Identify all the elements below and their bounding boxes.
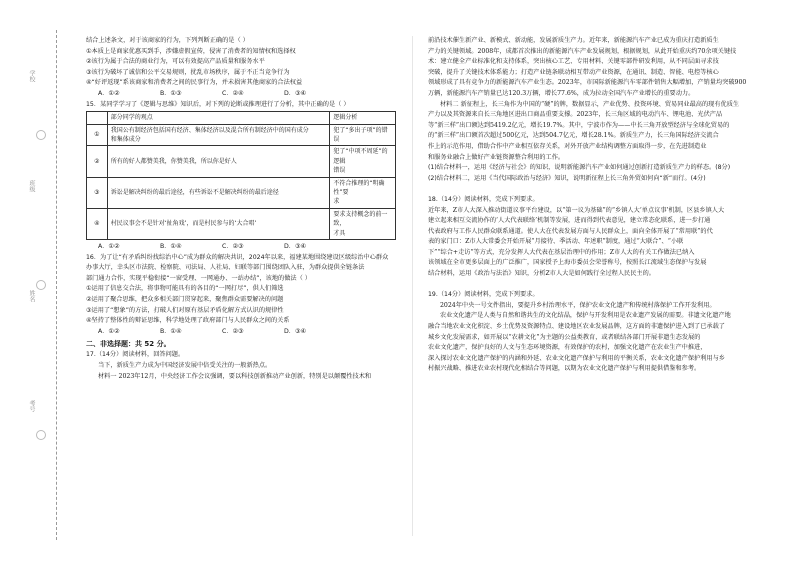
spacer [428, 184, 750, 195]
row-analysis-line: 要求支持概念的前一致， [333, 210, 388, 228]
q19-material: 村振兴战略、推进农业农村现代化相结合等问题，以期为农业文化遗产保护与利用提供借鉴和参考。 [428, 365, 701, 373]
q17-material: 领域形成了具有竞争力的新能源汽车产业生态。2023年，市国际新能源汽车零部件销售大幅增加，产销量均突破900 [428, 79, 747, 87]
binding-label-school: 学校 [28, 70, 35, 82]
q19-material: 农业文化遗产，保护良好的人文与生态环境资源，有效保护的农村，加强文化遗产在农业生产中推进， [428, 344, 707, 352]
row-analysis-line: 不符合推理的“明确性”要 [333, 179, 385, 196]
q16-options [86, 327, 396, 338]
right-column [428, 36, 750, 375]
q17-material: 的“新三样”出口额首次超过500亿元，达到504.7亿元，增长28.1%。新质生产力，长三角国际经济交流合 [428, 132, 719, 140]
table-row [87, 177, 396, 208]
row-analysis-line: 错误 [333, 167, 346, 175]
q17-head: 17.（14分）阅读材料，回答问题。 [86, 351, 185, 359]
row-number: ① [87, 124, 108, 146]
table-header-cell [87, 112, 108, 124]
q19-material: 农业文化遗产是人类与自然和谐共生的文化结晶，保护与开发利用是农业遗产发展的需要。非遗文化遗产地 [440, 312, 731, 320]
q17-material: 作上的示范作用，借助合作中产业相互依存关系，对外开放产业结构调整方面取得一步，在先进制造业 [428, 142, 707, 150]
q16-choice: ①运用了信息交合法，将事物可能具有的各目的“一网打尽”，供人们筛选 [86, 285, 284, 293]
q14-option-d[interactable]: D．③④ [284, 89, 307, 97]
q14-choice: ③该行为破坏了诚信和公平交易规则，扰乱市场秩序，属于不正当竞争行为 [86, 68, 290, 76]
q17-material: 突破，提升了关键技术体系能力；打造产业链条联动相互带动产业资源，在通讯、制造、智能、电控等核心 [428, 68, 719, 76]
row-view [107, 124, 330, 146]
q16-stem: 部门通力合作，实现平稳衔接“一窗受理、一网通办、一站办结”，该地的做法（ ） [86, 274, 311, 282]
row-view-line: 我国公有制经济包括国有经济、集体经济以及混合所有制经济中的国有成分 [110, 126, 309, 134]
row-view [107, 208, 330, 239]
q15-option-c[interactable]: C．②③ [222, 243, 244, 251]
q18-material: 下”“综合+走访”等方式，充分发挥人大代表在基层治理中的作用；Z市人大的有关工作做法已纳入 [428, 248, 695, 256]
q18-question: 结合材料，运用《政治与法治》知识，分析Z市人大是如何践行全过程人民民主的。 [428, 270, 655, 278]
row-analysis-line: 才具 [333, 229, 346, 237]
binding-margin [22, 30, 57, 540]
row-view-line: 村民议事会不是针对‘扯角戏’，而是村民参与的‘大合唱’ [110, 220, 257, 228]
q18-material: 近年来，Z市人大深入推动街道议事平台建设，以“第一议为基础”的“乡镇人大‘单点议事’机制，区县乡镇人大 [428, 206, 725, 214]
row-number: ② [87, 146, 108, 177]
q17-material: 材料二 新征程上，长三角作为中国的“硬”的牌，数据显示，产业优势、投资环境、贸易同业最高的现有优质生 [440, 100, 740, 108]
binding-hole [36, 280, 46, 290]
q16-option-a[interactable]: A．①② [98, 327, 120, 335]
q17-subquestion: (1)结合材料一，运用《经济与社会》的知识，说明新能源汽车产业如何通过创新打造新质生产力的样态。(8分) [428, 164, 731, 172]
q14-option-a[interactable]: A．①② [98, 89, 120, 97]
q15-option-a[interactable]: A．①② [98, 243, 120, 251]
table-row [87, 124, 396, 146]
row-view-line: 所有的好人都赞美我，你赞美我，所以你是好人 [110, 157, 237, 165]
q14-option-c[interactable]: C．②④ [222, 89, 244, 97]
row-analysis-line: 求 [333, 198, 340, 206]
binding-hole [36, 430, 46, 440]
row-analysis [330, 124, 396, 146]
spacer [428, 280, 750, 291]
q16-stem: 办事大厅，幸头区市法院、检察院、司法局、人社局、妇联等部门围绕团队入驻，为群众提供全链条法 [86, 264, 365, 272]
binding-label-class: 班级 [28, 180, 35, 192]
row-view [107, 177, 330, 208]
binding-label-id: 考号 [28, 400, 35, 412]
row-analysis-line: 犯了“多出子项”的错误 [333, 126, 388, 143]
row-analysis [330, 177, 396, 208]
q17-material: 当下，新质生产力成为中国经济发展中倍受关注的一般新热点。 [98, 361, 272, 369]
row-number: ③ [87, 177, 108, 208]
q17-material: 产力以及其资源来自长三角地区进出口商品重要支撑。2023年，长三角区域的电动汽车、锂电池、光伏产品 [428, 111, 723, 119]
q17-material: 等“新三样”出口额达到5419.2亿元，增长19.7%。其中，宁波市作为——中长三角开放型经济与全球化贸易的 [428, 121, 730, 129]
q16-option-b[interactable]: B．①④ [160, 327, 182, 335]
q16-stem: 16．为了让“有矛盾纠纷找综治中心”成为群众的解决共识，2024年以来，福建某地围绕建设区级综治中心群众 [86, 253, 389, 261]
row-analysis-line: 犯了“中项不周延”的逻辑 [333, 148, 388, 165]
q17-material: 术：建立健全产业标准化和支持体系，突出核心工艺、专用材料、关键零部件研发利用，从不同层面寻求技 [428, 58, 719, 66]
q17-material: 产力的关键领域。2008年，成都首次推出的新能源汽车产业发展规划，根据规划，从此开始重庆约70余项关键技 [428, 47, 737, 55]
left-column [86, 36, 396, 382]
q14-choice: ④“好评返现”系该商家和消费者之间的民事行为，并未损害其他商家的合法权益 [86, 79, 303, 87]
q15-table [86, 111, 396, 240]
q14-stem-tail: 结合上述条文，对于该商家的行为，下列判断正确的是（ ） [86, 37, 249, 44]
q17-material: 前沿技术催生新产业、新模式、新动能，发展新质生产力。近年来，新能源汽车产业已成为重庆打造新质生 [428, 37, 719, 44]
column-divider [412, 36, 413, 536]
row-number: ④ [87, 208, 108, 239]
binding-label-name: 姓名 [28, 290, 35, 302]
q19-material: 融合当地农业文化积淀、乡土优势及资源特点、建设地区农业发展品牌，这方面的非遗保护进入到了已承载了 [428, 323, 725, 331]
q19-head: 19.（14分）阅读材料，完成下列要求。 [428, 291, 539, 299]
q16-choice: ④坚持了整体性的辩证思维，科学地处理了政府部门与人民群众之间的关系 [86, 317, 290, 325]
q19-material: 城乡文化发展需求，如开展以“农耕文化”为主题的公益类教育，或者联结各部门开展非遗生态发展的 [428, 333, 701, 341]
table-header-cell: 部分同学的观点 [107, 112, 330, 124]
q18-material: 表的家门口：Z市人大常委会开始开展“月接待、季活动、年述职”制度，通过“大联合”、“小联 [428, 238, 684, 246]
table-header-cell: 逻辑分析 [330, 112, 396, 124]
q15-stem: 15．某同学学习了《逻辑与思维》知识后，对下列的论断或推理进行了分析，其中正确的是（ ） [86, 100, 350, 108]
q14-choice: ②该行为属于合法的商业行为，可以有效提高产品质量和服务水平 [86, 58, 265, 66]
q19-material: 2024年中央一号文件指出，要提升乡村治理水平，保护农业文化遗产和传统村落保护工作开发利用。 [440, 301, 716, 309]
q18-head: 18.（14分）阅读材料，完成下列要求。 [428, 195, 539, 203]
q18-material: 该领域在全市更多层面上的广泛推广，国家授予上海市委员会荣誉称号，按照长江流域生态保护与发展 [428, 259, 707, 267]
q16-choice: ③运用了“想象”的方法，打破人们对原有基层矛盾化解方式认识的规律性 [86, 306, 284, 314]
q14-options [86, 89, 396, 100]
q15-option-b[interactable]: B．①④ [160, 243, 182, 251]
q16-choice: ②运用了聚合思维，把众多相关部门贯穿起来，聚焦群众需要解决的问题 [86, 296, 284, 303]
binding-hole [36, 130, 46, 140]
row-view-line: 和集体成分 [110, 135, 141, 143]
row-view-line: 诉讼是解决纠纷的最后途径，有些诉讼不是解决纠纷的最后途径 [110, 189, 279, 196]
q18-material: 建立起来相互交流协作的‘人大代表联络’机制等发展，进而得到代表意见，建立常态化联系，进一步打通 [428, 217, 711, 225]
q15-option-d[interactable]: D．③④ [284, 243, 307, 251]
row-analysis [330, 146, 396, 177]
q19-material: 深入探讨农业文化遗产保护的内涵和外延、农业文化遗产保护与利用的平衡关系，农业文化遗产保护利用与乡 [428, 354, 725, 362]
section-heading: 二、非选择题：共 52 分。 [86, 340, 171, 349]
q17-material: 万辆，新能源汽车产销量已达120.3万辆，增长77.6%，成为拉动全国汽车产业增长的重要动力。 [428, 89, 695, 97]
q16-option-c[interactable]: C．②③ [222, 327, 244, 335]
table-row [87, 208, 396, 239]
table-header-row [87, 112, 396, 124]
q16-option-d[interactable]: D．③④ [284, 327, 307, 335]
q14-choice: ①本质上是商家优惠买到手，涉嫌虚假宣传，侵害了消费者的知情权和选择权 [86, 47, 296, 55]
row-view [107, 146, 330, 177]
q15-options [86, 242, 396, 253]
row-analysis [330, 208, 396, 239]
table-row [87, 146, 396, 177]
q14-option-b[interactable]: B．①③ [160, 89, 182, 97]
q18-material: 代表政府与工作人民群众联系通道。使人大在代表发展方面与人民群众上，面向全体开展了“常用联”的代 [428, 227, 713, 235]
q17-material: 材料一 2023年12月，中央经济工作会议强调，要以科技创新推动产业创新，特别是以颠覆性技术和 [98, 372, 372, 380]
q17-material: 和服务业融合上做好产业链资源整合利用的工作。 [428, 153, 565, 161]
q17-subquestion: (2)结合材料二，运用《当代国际政治与经济》知识，说明新征程上长三角外贸如何向“新”而行。(4分) [428, 174, 706, 182]
